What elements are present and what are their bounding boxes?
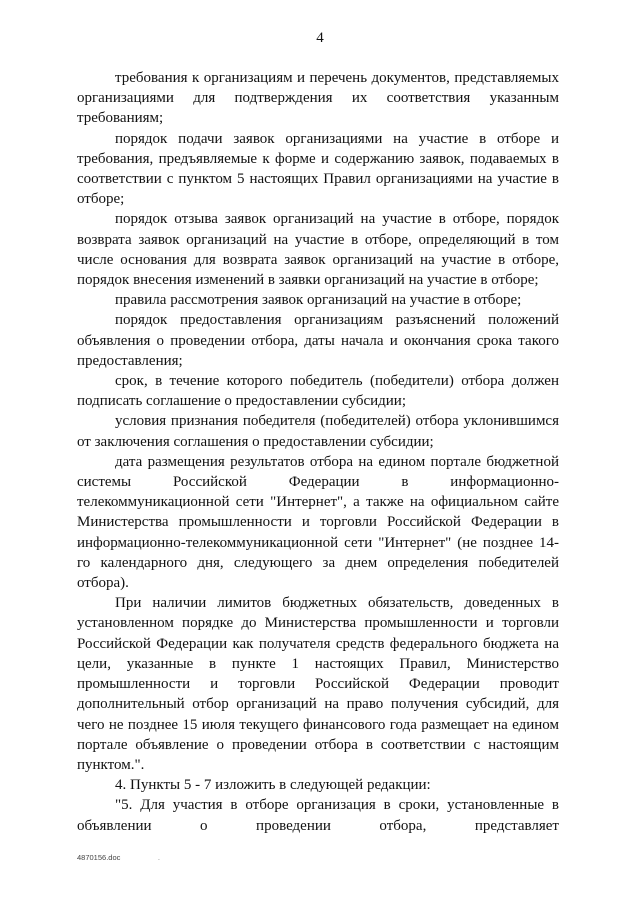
footer-mark: . — [158, 853, 160, 862]
paragraph: порядок предоставления организациям разъяснений положений объявления о проведении отбора, даты начала и окончания срока такого предоставления; — [77, 312, 559, 369]
paragraph: порядок отзыва заявок организаций на участие в отборе, порядок возврата заявок организаций на участие в отборе, определяющий в том числе основания для возврата заявок организаций на участие в отборе, порядок внесения изменений в заявки организаций на участие в отборе; — [77, 211, 559, 289]
document-body — [77, 68, 559, 836]
footer-doc-code: 4870156.doc — [77, 853, 121, 862]
paragraph: правила рассмотрения заявок организаций на участие в отборе; — [115, 292, 522, 309]
paragraph: 4. Пункты 5 - 7 изложить в следующей редакции: — [115, 777, 431, 794]
paragraph: "5. Для участия в отборе организация в сроки, установленные в объявлении о проведении отбора, представляет — [77, 797, 559, 834]
page-number: 4 — [316, 30, 324, 46]
paragraph: При наличии лимитов бюджетных обязательств, доведенных в установленном порядке до Министерства промышленности и торговли Российской Федерации как получателя средств федерального бюджета на цели, указанные в пункте 1 настоящих Правил, Министерство промышленности и торговли Российской Федерации проводит дополнительный отбор организаций на право получения субсидий, для чего не позднее 15 июля текущего финансового года размещает на едином портале объявление о проведении отбора в соответствии с настоящим пунктом.". — [77, 595, 559, 773]
paragraph: требования к организациям и перечень документов, представляемых организациями для подтверждения их соответствия указанным требованиям; — [77, 70, 559, 127]
paragraph: условия признания победителя (победителей) отбора уклонившимся от заключения соглашения о предоставлении субсидии; — [77, 413, 559, 450]
paragraph: дата размещения результатов отбора на едином портале бюджетной системы Российской Федерации в информационно-телекоммуникационной сети "Интернет", а также на официальном сайте Министерства промышленности и торговли Российской Федерации в информационно-телекоммуникационной сети "Интернет" (не позднее 14-го календарного дня, следующего за днем определения победителей отбора). — [77, 453, 559, 592]
paragraph: срок, в течение которого победитель (победители) отбора должен подписать соглашение о предоставлении субсидии; — [77, 373, 559, 410]
paragraph: порядок подачи заявок организациями на участие в отборе и требования, предъявляемые к форме и содержанию заявок, подаваемых в соответствии с пунктом 5 настоящих Правил организациями на участие в отборе; — [77, 130, 559, 208]
